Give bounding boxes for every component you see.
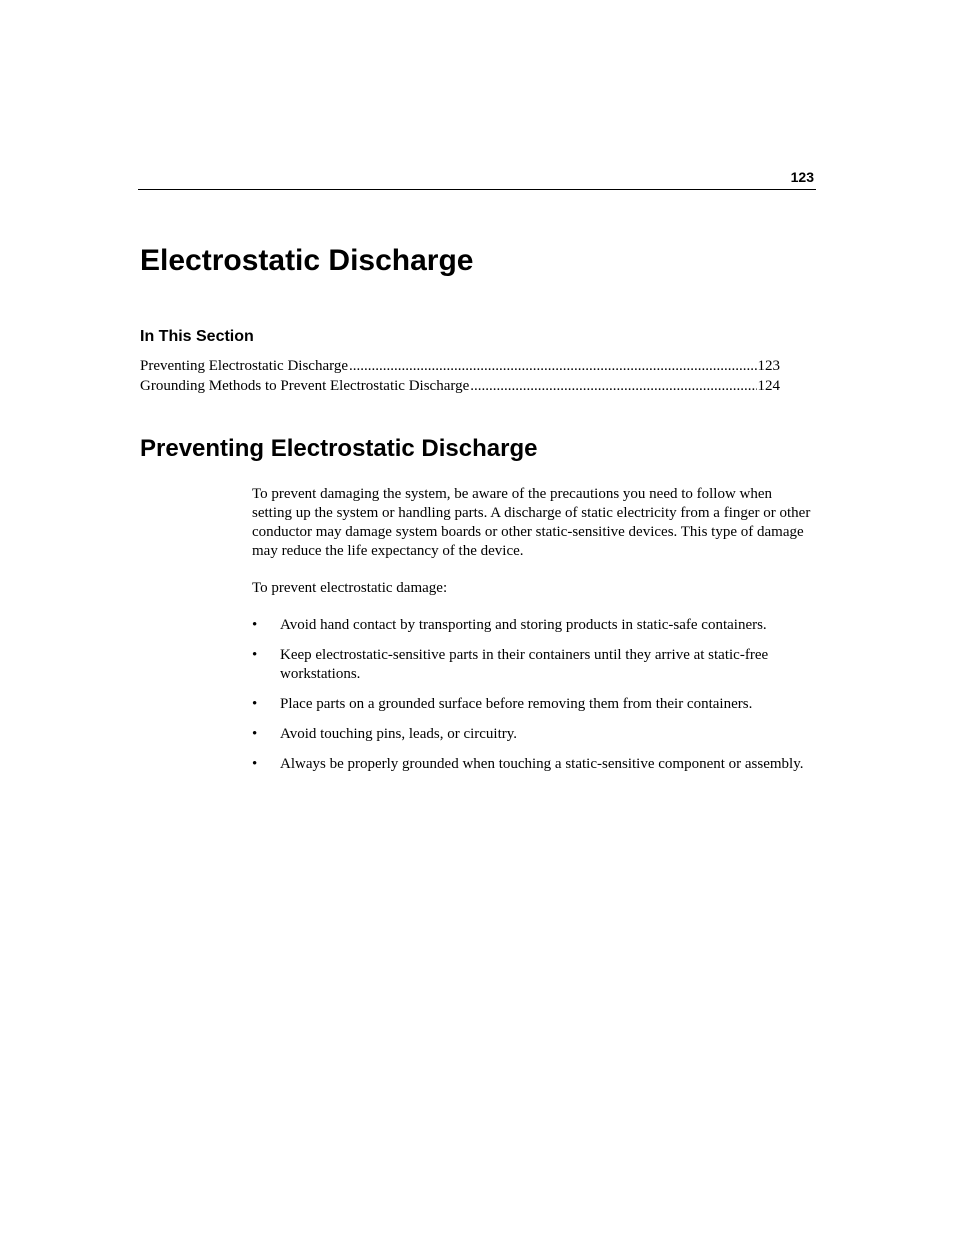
section-toc <box>140 356 780 396</box>
list-item-text: Always be properly grounded when touching a static-sensitive component or assembly. <box>280 756 804 772</box>
list-item-text: Avoid hand contact by transporting and storing products in static-safe containers. <box>280 617 767 633</box>
bullet-icon: • <box>252 756 258 772</box>
list-item <box>252 616 814 635</box>
precautions-list <box>252 616 814 774</box>
list-item <box>252 755 814 774</box>
page-number: 123 <box>790 169 814 185</box>
list-item <box>252 695 814 714</box>
list-item-text: Keep electrostatic-sensitive parts in their containers until they arrive at static-free workstations. <box>280 647 769 682</box>
toc-entry-title[interactable]: Grounding Methods to Prevent Electrostatic Discharge <box>140 378 470 394</box>
bullet-icon: • <box>252 726 258 742</box>
toc-entry-page[interactable]: 124 <box>757 378 780 394</box>
bullet-icon: • <box>252 647 258 663</box>
toc-entry[interactable] <box>140 356 780 376</box>
toc-dot-leader <box>470 376 756 396</box>
toc-entry[interactable] <box>140 376 780 396</box>
toc-entry-page[interactable]: 123 <box>757 358 780 374</box>
toc-entry-title[interactable]: Preventing Electrostatic Discharge <box>140 358 348 374</box>
bullet-icon: • <box>252 617 258 633</box>
section-title: Preventing Electrostatic Discharge <box>140 435 538 462</box>
list-item <box>252 646 814 684</box>
bullet-icon: • <box>252 696 258 712</box>
list-intro-paragraph: To prevent electrostatic damage: <box>252 580 448 596</box>
list-item <box>252 725 814 744</box>
toc-dot-leader <box>349 356 757 376</box>
list-item-text: Avoid touching pins, leads, or circuitry. <box>280 726 518 742</box>
intro-paragraph: To prevent damaging the system, be aware of the precautions you need to follow when setting up the system or handling parts. A discharge of static electricity from a finger or other conductor may damage system boards or other static-sensitive devices. This type of damage may reduce the life expectancy of the device. <box>252 486 811 559</box>
chapter-title: Electrostatic Discharge <box>140 244 474 277</box>
in-this-section-heading: In This Section <box>140 328 254 345</box>
list-item-text: Place parts on a grounded surface before removing them from their containers. <box>280 696 753 712</box>
header-rule <box>138 189 816 190</box>
section-body <box>252 485 814 785</box>
